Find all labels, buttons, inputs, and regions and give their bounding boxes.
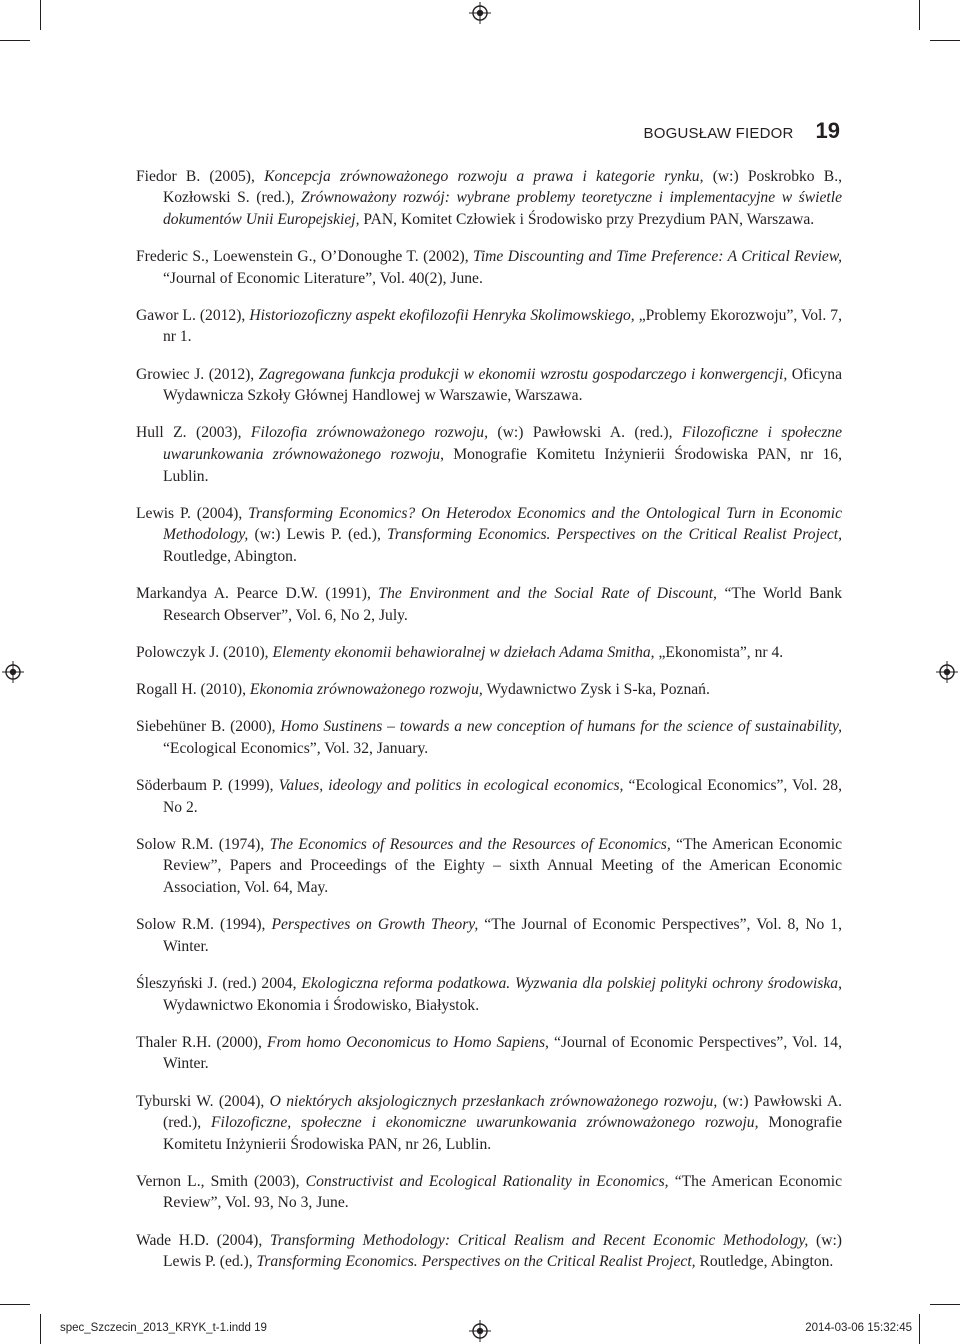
reference-title: The Environment and the Social Rate of Discount, (378, 585, 717, 603)
reference-title: Transforming Economics. Perspectives on the Critical Realist Project, (387, 526, 842, 544)
reference-text: Söderbaum P. (1999), (136, 777, 279, 794)
reference-title: Zrównoważony rozwój: wybrane problemy teoretyczne i implementacyjne w świetle dokumentów Unii Europejskiej, (163, 189, 842, 228)
reference-text: Markandya A. Pearce D.W. (1991), (136, 585, 379, 603)
reference-entry (136, 775, 842, 818)
reference-text: “Journal of Economic Literature”, Vol. 40(2), June. (163, 269, 483, 287)
reference-title: Filozoficzne i społeczne uwarunkowania zrównoważonego rozwoju (163, 424, 842, 463)
reference-title: Constructivist and Ecological Rationality in Economics, (305, 1172, 669, 1190)
reference-text: Śleszyński J. (red.) 2004, (136, 974, 302, 992)
reference-text: Tyburski W. (2004), (136, 1092, 270, 1110)
reference-text: , „Ekonomista”, nr 4. (650, 643, 784, 661)
reference-entry (136, 973, 842, 1016)
reference-text: Hull Z. (2003), (136, 424, 251, 442)
reference-entry (136, 246, 842, 289)
reference-text: “Journal of Economic Perspectives”, Vol. 14, Winter. (163, 1033, 842, 1073)
reference-entry (136, 422, 842, 487)
reference-text: Solow R.M. (1974), (136, 835, 270, 853)
slug-footer (0, 1318, 960, 1338)
reference-title: Elementy ekonomii behawioralnej w dziełach Adama Smitha (272, 643, 651, 661)
reference-title: Filozoficzne, społeczne i ekonomiczne uwarunkowania zrównoważonego rozwoju, (211, 1114, 759, 1132)
reference-text: PAN, Komitet Człowiek i Środowisko przy Prezydium PAN, Warszawa. (359, 210, 815, 228)
reference-title: Koncepcja zrównoważonego rozwoju a prawa i kategorie rynku, (264, 167, 704, 185)
reference-text: “The World Bank Research Observer”, Vol. 6, No 2, July. (163, 585, 842, 624)
reference-text: „Problemy Ekorozwoju”, Vol. 7, nr 1. (163, 306, 842, 346)
reference-title: Transforming Economics? On Heterodox Economics and the Ontological Turn in Economic Methodology, (163, 504, 842, 544)
reference-text: Wydawnictwo Zysk i S-ka, Poznań. (482, 681, 710, 699)
footer-timestamp: 2014-03-06 15:32:45 (805, 1322, 912, 1334)
reference-text: “Ecological Economics”, Vol. 32, January. (163, 739, 429, 757)
reference-entry (136, 1171, 842, 1214)
reference-text: Oficyna Wydawnicza Szkoły Głównej Handlowej w Warszawie, Warszawa. (163, 365, 842, 405)
reference-text: (w:) Pawłowski A. (red.), (163, 1092, 842, 1132)
reference-text: (w:) Pawłowski A. (red.), (487, 424, 682, 442)
reference-title: Perspectives on Growth Theory, (271, 916, 479, 934)
reference-text: (w:) Lewis P. (ed.), (163, 1231, 842, 1271)
reference-entry (136, 679, 842, 701)
reference-title: Ekologiczna reforma podatkowa. Wyzwania dla polskiej polityki ochrony środowiska (301, 974, 839, 992)
reference-entry (136, 364, 842, 407)
reference-entry (136, 1032, 842, 1075)
running-header (136, 118, 840, 144)
reference-text: Lewis P. (2004), (136, 504, 249, 522)
reference-text: Solow R.M. (1994), (136, 916, 272, 934)
reference-text: “The Journal of Economic Perspectives”, Vol. 8, No 1, Winter. (163, 916, 843, 955)
reference-title: Homo Sustinens – towards a new conception of humans for the science of sustainability, (280, 718, 842, 736)
reference-text: Routledge, Abington. (695, 1253, 834, 1271)
reference-text: , Monografie Komitetu Inżynierii Środowiska PAN, nr 16, Lublin. (163, 445, 842, 485)
reference-entry (136, 583, 842, 626)
reference-text: , Wydawnictwo Ekonomia i Środowisko, Białystok. (163, 974, 842, 1014)
reference-title: Time Discounting and Time Preference: A Critical Review, (473, 247, 842, 265)
reference-text: Wade H.D. (2004), (136, 1231, 270, 1249)
reference-title: Zagregowana funkcja produkcji w ekonomii wzrostu gospodarczego i konwergencji, (258, 365, 788, 383)
reference-text: (w:) Poskrobko B., Kozłowski S. (red.), (163, 167, 843, 207)
reference-entry (136, 503, 842, 568)
registration-crosshair-icon (936, 661, 958, 683)
reference-text: Routledge, Abington. (163, 547, 297, 565)
crop-mark-icon (930, 40, 960, 41)
registration-crosshair-icon (2, 661, 24, 683)
reference-title: From homo Oeconomicus to Homo Sapiens, (267, 1033, 549, 1051)
reference-text: Rogall H. (2010), (136, 681, 250, 699)
reference-entry (136, 914, 842, 957)
reference-entry (136, 716, 842, 759)
reference-entry (136, 305, 842, 348)
reference-title: Filozofia zrównoważonego rozwoju, (250, 424, 488, 442)
crop-mark-icon (0, 1304, 30, 1305)
registration-crosshair-icon (469, 2, 491, 24)
reference-title: Historiozoficzny aspekt ekofilozofii Henryka Skolimowskiego, (249, 306, 635, 324)
reference-text: Growiec J. (2012), (136, 365, 259, 383)
reference-text: Frederic S., Loewenstein G., O’Donoughe T. (2002), (136, 247, 474, 265)
reference-title: Transforming Economics. Perspectives on the Critical Realist Project, (256, 1253, 696, 1271)
reference-text: “The American Economic Review”, Vol. 93, No 3, June. (163, 1172, 843, 1212)
crop-mark-icon (40, 0, 41, 30)
crop-mark-icon (0, 40, 30, 41)
reference-text: “Ecological Economics”, Vol. 28, No 2. (163, 777, 842, 816)
reference-text: Monografie Komitetu Inżynierii Środowiska PAN, nr 26, Lublin. (163, 1114, 843, 1153)
reference-title: Transforming Methodology: Critical Realism and Recent Economic Methodology, (269, 1231, 809, 1249)
reference-title: Ekonomia zrównoważonego rozwoju, (249, 681, 483, 699)
reference-entry (136, 642, 842, 664)
reference-entry (136, 834, 842, 899)
reference-text: Vernon L., Smith (2003), (136, 1172, 306, 1190)
reference-text: Gawor L. (2012), (136, 306, 250, 324)
reference-text: Fiedor B. (2005), (136, 167, 265, 185)
reference-text: Thaler R.H. (2000), (136, 1033, 268, 1051)
reference-entry (136, 1230, 842, 1273)
footer-filename: spec_Szczecin_2013_KRYK_t-1.indd 19 (60, 1322, 267, 1334)
reference-text: “The American Economic Review”, Papers and Proceedings of the Eighty – sixth Annual Meeting of the American Economic Association, Vol. 64, May. (163, 835, 842, 896)
reference-text: (w:) Lewis P. (ed.), (248, 526, 388, 544)
crop-mark-icon (919, 0, 920, 30)
page-number: 19 (815, 118, 840, 143)
reference-title: The Economics of Resources and the Resources of Economics, (269, 835, 671, 853)
reference-title: Values, ideology and politics in ecological economics, (278, 777, 624, 794)
crop-mark-icon (930, 1304, 960, 1305)
reference-entry (136, 166, 842, 231)
reference-text: Polowczyk J. (2010), (136, 643, 273, 661)
reference-list (136, 150, 842, 1279)
reference-entry (136, 1091, 842, 1156)
reference-text: Siebehüner B. (2000), (136, 718, 281, 736)
reference-title: O niektórych aksjologicznych przesłankach zrównoważonego rozwoju, (269, 1092, 718, 1110)
header-author: BOGUSŁAW FIEDOR (643, 125, 794, 142)
